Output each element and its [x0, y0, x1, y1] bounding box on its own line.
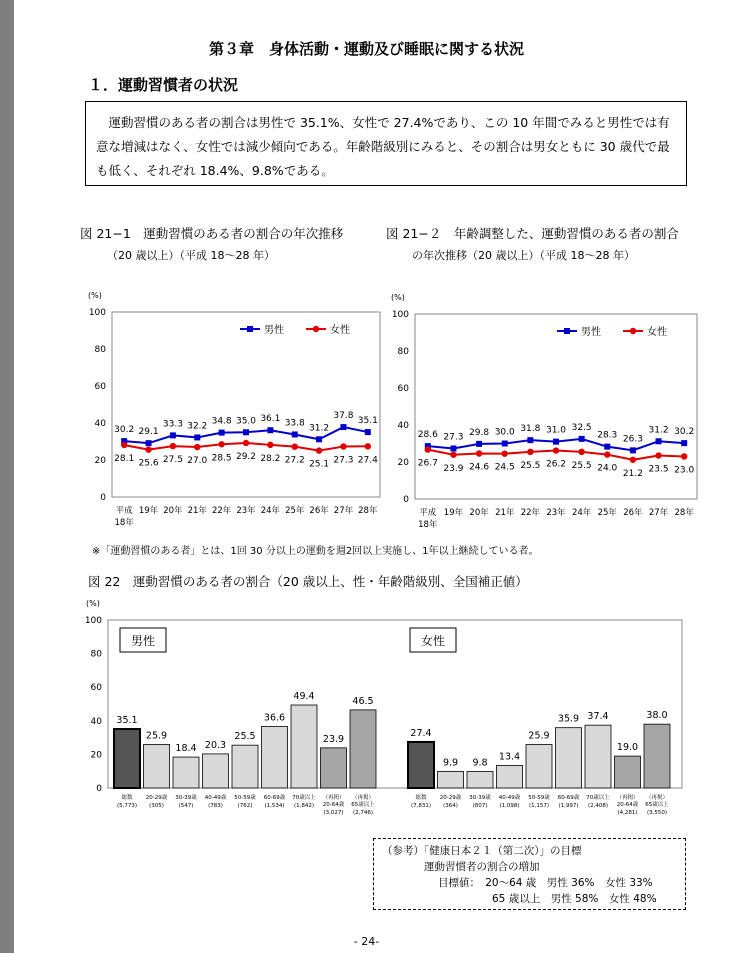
data-point-female	[553, 447, 559, 453]
x-tick-label: 21年	[495, 508, 515, 518]
data-label: 32.2	[187, 421, 208, 432]
x-tick-label: 65歳以上	[351, 802, 375, 808]
data-label: 24.0	[597, 463, 618, 474]
bar	[556, 728, 582, 788]
data-label: 31.8	[520, 424, 541, 435]
bar-value-label: 36.6	[263, 712, 286, 724]
y-tick-label: 100	[88, 308, 106, 318]
x-tick-n: (762)	[237, 803, 253, 809]
fig21-2-subtitle: の年次推移（20 歳以上）（平成 18〜28 年）	[412, 249, 635, 262]
data-point-female	[121, 442, 127, 448]
x-tick-label: 総数	[121, 795, 133, 801]
data-point-male	[170, 432, 176, 438]
x-tick-label: 20-64歳	[322, 802, 345, 808]
reference-line-2: 運動習慣者の割合の増加	[424, 861, 540, 873]
x-tick-label: 20-64歳	[616, 802, 639, 808]
data-point-male	[476, 441, 482, 447]
bar	[467, 772, 493, 788]
data-point-female	[267, 442, 273, 448]
x-tick-n: (305)	[149, 803, 164, 809]
x-tick-label: 28年	[358, 506, 378, 516]
data-point-male	[243, 429, 249, 435]
data-label: 29.2	[235, 451, 257, 462]
y-tick-label: 0	[96, 784, 102, 794]
x-tick-label: 70歳以上	[292, 795, 316, 801]
x-tick-label: （再掲）	[645, 795, 669, 801]
bar	[114, 729, 140, 788]
data-point-male	[146, 440, 152, 446]
y-tick-label: 100	[84, 616, 102, 626]
data-point-male	[340, 424, 346, 430]
summary-box	[85, 101, 687, 186]
section-title: １．運動習慣者の状況	[88, 76, 239, 94]
x-tick-label: 40-49歳	[498, 795, 521, 801]
bar	[526, 744, 552, 788]
y-tick-label: 0	[403, 495, 409, 505]
data-point-female	[145, 446, 151, 452]
bar	[262, 727, 288, 788]
bar-value-label: 20.3	[204, 739, 227, 751]
legend-marker-male	[564, 328, 570, 334]
data-label: 28.1	[114, 454, 135, 465]
x-tick-n: (364)	[443, 803, 458, 809]
x-tick-label: 24年	[571, 508, 592, 518]
bar	[438, 771, 464, 788]
x-tick-label: 20年	[469, 508, 489, 518]
bar-value-label: 23.9	[322, 733, 345, 745]
x-tick-label: （再掲）	[351, 795, 375, 801]
data-label: 24.5	[494, 462, 515, 473]
y-axis-unit: (%)	[86, 599, 100, 608]
data-point-female	[218, 441, 224, 447]
x-tick-label: 総数	[415, 795, 427, 801]
data-point-female	[365, 443, 371, 449]
bar	[144, 744, 170, 788]
x-tick-label: 平成	[419, 508, 437, 518]
data-point-female	[450, 452, 456, 458]
x-tick-label: 30-39歳	[469, 795, 491, 801]
x-tick-label: 30-39歳	[175, 795, 197, 801]
x-tick-label: 18年	[418, 520, 438, 530]
fig22-title: 図 22 運動習慣のある者の割合（20 歳以上、性・年齢階級別、全国補正値）	[88, 574, 528, 589]
x-tick-label: 26年	[623, 508, 643, 518]
data-point-female	[316, 447, 322, 453]
x-tick-n: (547)	[178, 803, 194, 809]
y-tick-label: 60	[397, 384, 409, 394]
data-point-male	[219, 430, 225, 436]
legend-marker-female	[630, 328, 636, 334]
x-tick-label: 19年	[443, 508, 464, 518]
bar	[644, 724, 670, 788]
data-point-female	[527, 449, 533, 455]
data-point-male	[579, 436, 585, 442]
fig21-1-title: 図 21−1 運動習慣のある者の割合の年次推移	[80, 226, 344, 241]
data-label: 30.2	[114, 425, 135, 436]
data-label: 35.1	[357, 416, 378, 427]
x-tick-label: 50-59歳	[234, 795, 256, 801]
legend-marker-female	[313, 326, 319, 332]
x-tick-n: (2,408)	[587, 803, 609, 809]
x-tick-label: 60-69歳	[557, 795, 580, 801]
data-label: 28.2	[260, 453, 281, 464]
x-tick-n: (7,831)	[410, 803, 432, 809]
bar-value-label: 25.5	[234, 731, 256, 743]
y-tick-label: 20	[397, 458, 409, 468]
data-point-female	[170, 443, 176, 449]
x-tick-label: 18年	[114, 518, 134, 528]
panel-label-female: 女性	[420, 634, 446, 648]
x-tick-n: (3,550)	[646, 810, 668, 816]
fig21-2-title: 図 21−２ 年齢調整した、運動習慣のある者の割合	[386, 226, 679, 241]
data-point-female	[604, 451, 610, 457]
bar-value-label: 18.4	[175, 743, 197, 755]
data-point-male	[267, 427, 273, 433]
fig21-1-subtitle: （20 歳以上）（平成 18〜28 年）	[107, 249, 275, 262]
y-axis-unit: (%)	[88, 291, 102, 300]
data-point-male	[502, 441, 508, 447]
x-tick-label: 25年	[285, 506, 305, 516]
x-tick-label: 22年	[211, 506, 232, 516]
data-point-female	[425, 446, 431, 452]
bar-value-label: 9.9	[442, 757, 459, 769]
data-label: 23.5	[648, 464, 669, 475]
y-tick-label: 100	[391, 310, 409, 320]
reference-line-4: 65 歳以上 男性 58% 女性 48%	[492, 893, 657, 905]
line-chart-age-adjusted-trend	[385, 282, 705, 532]
data-label: 27.5	[162, 455, 183, 466]
bar-value-label: 37.4	[587, 711, 609, 723]
data-point-female	[243, 440, 249, 446]
data-point-female	[292, 443, 298, 449]
summary-text: 運動習慣のある者の割合は男性で 35.1%、女性で 27.4%であり、この 10 年間でみると男性では有意な増減はなく、女性では減少傾向である。年齢階級別にみると、その割合は男女ともに 30 歳代で最も低く、それぞれ 18.4%、9.8%である。	[96, 115, 670, 178]
data-label: 26.7	[417, 458, 438, 469]
y-axis-unit: (%)	[391, 293, 405, 302]
data-label: 32.5	[571, 422, 592, 433]
reference-line-3: 目標値： 20〜64 歳 男性 36% 女性 33%	[438, 877, 653, 889]
bar	[291, 705, 317, 788]
bar	[408, 742, 434, 788]
x-tick-label: 60-69歳	[263, 795, 286, 801]
legend-label-male: 男性	[581, 327, 601, 338]
x-tick-label: 20年	[163, 506, 183, 516]
data-label: 35.0	[235, 416, 257, 427]
data-label: 30.0	[494, 427, 515, 438]
data-point-female	[630, 457, 636, 463]
reference-line-1: （参考）「健康日本２１（第二次）」の目標	[382, 845, 582, 857]
y-tick-label: 40	[90, 716, 102, 727]
data-point-male	[656, 438, 662, 444]
bar-value-label: 19.0	[616, 742, 639, 754]
x-tick-label: 20-29歳	[145, 795, 168, 801]
x-tick-label: 40-49歳	[204, 795, 227, 801]
bar	[615, 756, 641, 788]
data-label: 25.1	[309, 459, 330, 470]
data-point-female	[340, 443, 346, 449]
data-label: 25.5	[571, 460, 592, 471]
data-label: 30.2	[674, 427, 695, 438]
legend-label-female: 女性	[647, 327, 667, 338]
bar-value-label: 25.9	[145, 730, 168, 742]
x-tick-label: 23年	[236, 506, 256, 516]
data-point-female	[194, 444, 200, 450]
x-tick-label: 平成	[115, 506, 133, 516]
data-label: 23.0	[674, 465, 695, 476]
data-point-male	[450, 445, 456, 451]
chapter-title: 第３章 身体活動・運動及び睡眠に関する状況	[208, 40, 524, 58]
data-label: 28.3	[597, 430, 618, 441]
reference-box	[373, 838, 686, 910]
bar-value-label: 38.0	[646, 710, 668, 722]
y-tick-label: 40	[397, 421, 409, 431]
legend-label-male: 男性	[264, 325, 284, 336]
x-tick-n: (3,027)	[323, 810, 344, 816]
y-tick-label: 40	[94, 419, 106, 429]
x-tick-n: (5,773)	[116, 803, 138, 809]
x-tick-label: （再掲）	[616, 795, 639, 801]
x-tick-n: (1,997)	[558, 803, 579, 809]
data-point-female	[578, 449, 584, 455]
data-label: 25.6	[138, 458, 159, 469]
bar	[232, 745, 258, 788]
y-tick-label: 0	[100, 493, 106, 503]
data-label: 27.3	[443, 432, 464, 443]
x-tick-label: 70歳以上	[586, 795, 610, 801]
data-label: 29.1	[138, 427, 159, 438]
data-label: 26.3	[622, 434, 643, 445]
x-tick-label: 26年	[309, 506, 329, 516]
data-label: 25.5	[520, 460, 541, 471]
x-tick-label: 27年	[648, 508, 669, 518]
data-label: 27.3	[333, 455, 354, 466]
data-label: 31.2	[648, 425, 669, 436]
legend-marker-male	[247, 326, 253, 332]
y-tick-label: 20	[90, 750, 102, 761]
bar-value-label: 13.4	[498, 751, 521, 763]
legend-label-female: 女性	[330, 325, 350, 336]
bar	[350, 710, 376, 788]
bar-value-label: 27.4	[410, 727, 432, 739]
data-label: 31.2	[309, 423, 330, 434]
x-tick-n: (4,281)	[617, 810, 638, 816]
data-label: 36.1	[260, 414, 281, 425]
page-number: - 24-	[353, 935, 380, 948]
x-tick-label: 25年	[597, 508, 617, 518]
bar-value-label: 35.9	[557, 713, 580, 725]
definition-note: ※「運動習慣のある者」とは、1回 30 分以上の運動を週2回以上実施し、1年以上継続している者。	[92, 546, 539, 557]
x-tick-label: 20-29歳	[439, 795, 462, 801]
data-label: 24.6	[469, 462, 490, 473]
data-point-male	[316, 436, 322, 442]
data-label: 37.8	[333, 411, 354, 422]
data-label: 27.4	[357, 455, 378, 466]
data-point-male	[194, 434, 200, 440]
data-label: 28.6	[417, 430, 438, 441]
data-label: 27.0	[187, 456, 208, 467]
data-point-male	[527, 437, 533, 443]
data-label: 31.0	[545, 425, 567, 436]
x-tick-n: (1,098)	[499, 803, 520, 809]
data-label: 23.9	[443, 463, 464, 474]
x-tick-n: (1,157)	[528, 803, 550, 809]
x-tick-label: 24年	[260, 506, 281, 516]
bar	[585, 725, 611, 788]
x-tick-label: 28年	[674, 508, 694, 518]
x-tick-label: 23年	[546, 508, 566, 518]
bar	[173, 757, 199, 788]
x-tick-label: 50-59歳	[528, 795, 550, 801]
panel-label-male: 男性	[130, 634, 156, 648]
data-label: 34.8	[211, 416, 232, 427]
y-tick-label: 20	[94, 456, 106, 466]
data-point-male	[630, 447, 636, 453]
x-tick-n: (1,534)	[264, 803, 285, 809]
data-point-female	[476, 450, 482, 456]
data-label: 21.2	[622, 468, 643, 479]
bar-value-label: 9.8	[472, 757, 488, 769]
x-tick-label: 22年	[520, 508, 541, 518]
x-tick-n: (2,746)	[352, 810, 374, 816]
bar	[497, 765, 523, 788]
bar-chart-by-age-sex	[80, 592, 690, 832]
data-point-female	[681, 453, 687, 459]
y-tick-label: 60	[90, 683, 102, 694]
data-point-male	[365, 429, 371, 435]
y-tick-label: 80	[90, 649, 102, 660]
data-label: 28.5	[211, 453, 232, 464]
data-point-male	[292, 431, 298, 437]
data-point-male	[681, 440, 687, 446]
bar-value-label: 49.4	[293, 691, 315, 703]
x-tick-label: （再掲）	[322, 795, 345, 801]
data-point-female	[502, 450, 508, 456]
x-tick-n: (783)	[208, 803, 223, 809]
x-tick-n: (807)	[472, 803, 488, 809]
line-chart-annual-trend	[80, 282, 390, 532]
data-label: 29.8	[469, 427, 490, 438]
x-tick-n: (1,842)	[293, 803, 315, 809]
data-point-male	[604, 444, 610, 450]
bar-value-label: 46.5	[352, 695, 374, 707]
y-tick-label: 80	[94, 345, 106, 355]
y-tick-label: 60	[94, 382, 106, 392]
x-tick-label: 19年	[138, 506, 159, 516]
data-point-male	[553, 439, 559, 445]
data-point-female	[655, 452, 661, 458]
x-tick-label: 27年	[333, 506, 354, 516]
y-tick-label: 80	[397, 347, 409, 357]
x-tick-label: 21年	[187, 506, 207, 516]
bar	[321, 748, 347, 788]
bar-value-label: 35.1	[116, 715, 138, 727]
plot-area	[112, 312, 380, 497]
data-label: 33.3	[162, 419, 183, 430]
data-label: 27.2	[284, 455, 305, 466]
left-margin-bar	[0, 0, 14, 953]
data-label: 33.8	[284, 418, 305, 429]
x-tick-label: 65歳以上	[645, 802, 669, 808]
bar-value-label: 25.9	[528, 730, 550, 742]
bar	[203, 754, 229, 788]
data-label: 26.2	[545, 459, 567, 470]
